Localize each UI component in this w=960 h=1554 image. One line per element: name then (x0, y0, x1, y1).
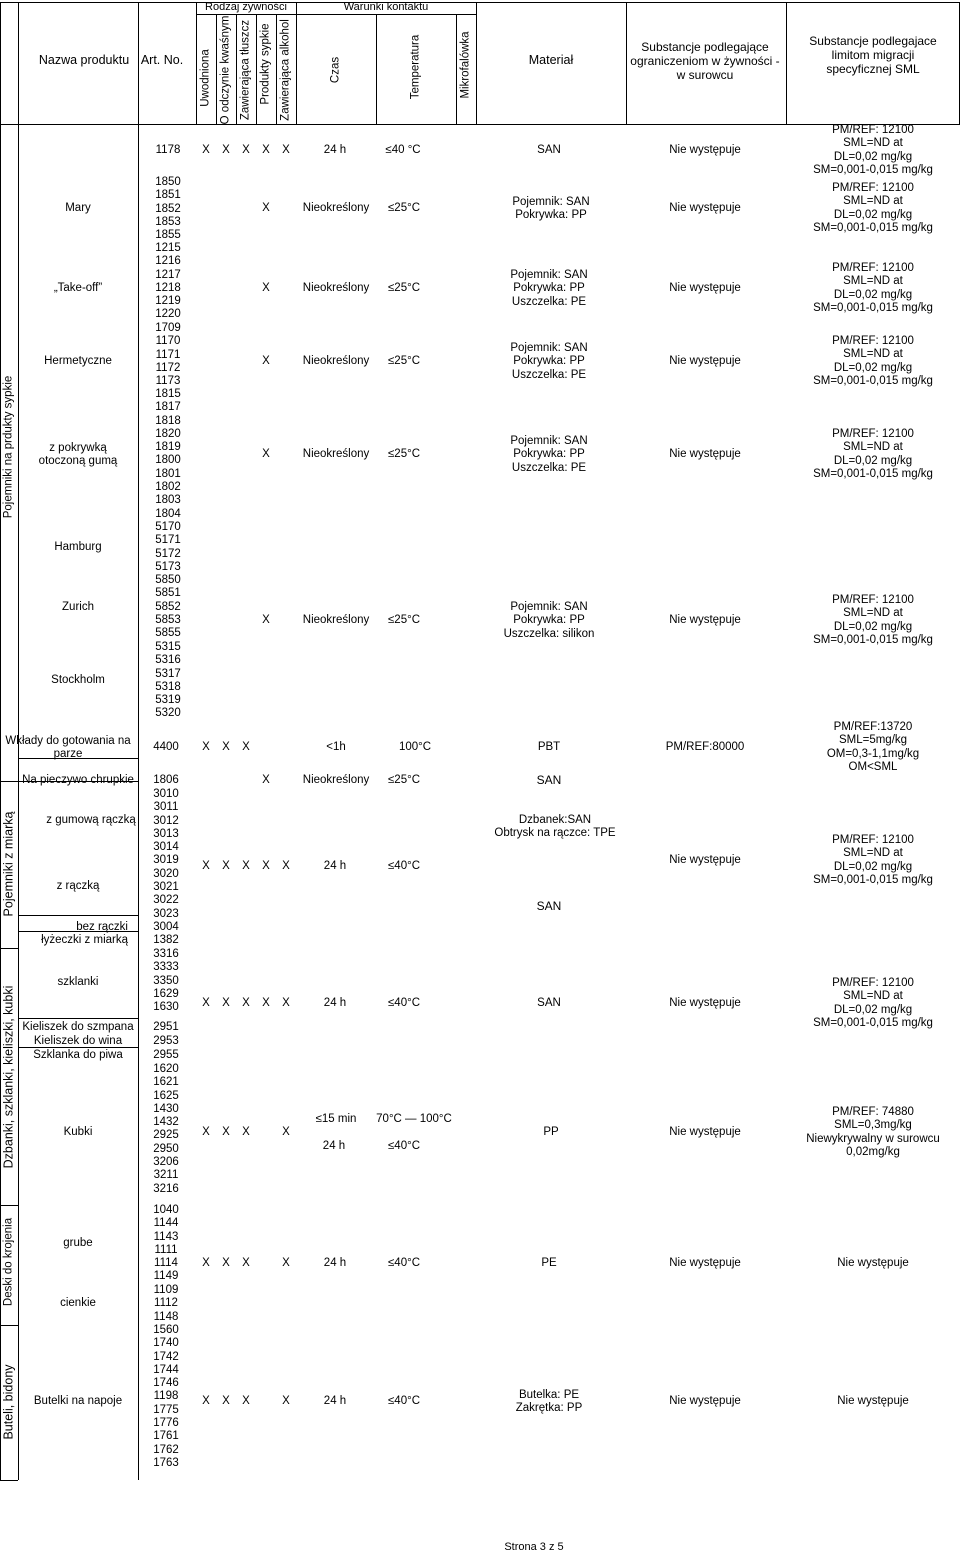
rule (626, 2, 627, 125)
art-numbers: 3010 3011 3012 3013 3014 3019 3020 3021 3022 3023 (153, 788, 179, 920)
sml-value: PM/REF: 12100 SML=ND at DL=0,02 mg/kg SM=0,001-0,015 mg/kg (813, 428, 933, 480)
art-numbers: 1815 1817 1818 1820 1819 1800 1801 1802 1803 1804 (155, 388, 181, 520)
restricted-value: Nie występuje (669, 202, 741, 214)
temp-value: ≤25°C (387, 202, 421, 214)
section-jugs: Dzbanki, szklanki, kieliszki, kubki (1, 985, 16, 1169)
time-value: ≤15 min (315, 1113, 357, 1125)
product-name: z gumową rączką (46, 814, 136, 826)
mark-x: X (262, 355, 270, 367)
sml-value: PM/REF: 12100 SML=ND at DL=0,02 mg/kg SM=0,001-0,015 mg/kg (813, 335, 933, 387)
restricted-value: Nie występuje (669, 854, 741, 866)
mark-x: X (202, 1257, 210, 1269)
art-number: 4400 (153, 741, 179, 753)
product-name: Kieliszek do wina (33, 1035, 123, 1047)
sml-header: Substancje podlegajace limitom migracji specyficznej SML (809, 34, 937, 76)
mark-x: X (282, 1257, 290, 1269)
restricted-header: Substancje podlegające ograniczeniom w żywności - w surowcu (630, 40, 780, 82)
time-value: Nieokreślony (302, 448, 370, 460)
rule (18, 124, 19, 1480)
material-value: SAN (537, 997, 561, 1009)
product-name: Kieliszek do szmpana (22, 1021, 134, 1033)
art-number: 2955 (153, 1049, 179, 1061)
temp-value: ≤40°C (387, 1257, 421, 1269)
mark-x: X (262, 774, 270, 786)
material-value: SAN (536, 899, 562, 913)
mark-x: X (202, 997, 210, 1009)
time-value: 24 h (323, 1257, 347, 1269)
rule (138, 2, 139, 125)
rule (0, 1480, 18, 1481)
temp-value: ≤25°C (387, 355, 421, 367)
art-numbers: 1709 1170 1171 1172 1173 (155, 322, 181, 388)
time-value: Nieokreślony (302, 614, 370, 626)
art-numbers: 1850 1851 1852 1853 1855 (155, 176, 181, 242)
product-name: Mary (65, 202, 91, 214)
product-name: Szklanka do piwa (33, 1049, 123, 1061)
art-numbers: 5315 5316 5317 5318 5319 5320 (155, 641, 181, 720)
temp-value: ≤40 °C (385, 144, 421, 156)
mark-x: X (222, 860, 230, 872)
contact-conditions-header: Warunki kontaktu (343, 1, 429, 13)
restricted-value: Nie występuje (669, 1395, 741, 1407)
product-name-header: Nazwa produktu (38, 53, 130, 67)
restricted-value: Nie występuje (669, 144, 741, 156)
mark-x: X (262, 202, 270, 214)
fatty-header: Zawierająca tłuszcz (239, 19, 252, 121)
material-value: Pojemnik: SAN Pokrywka: PP Uszczelka: PE (510, 435, 588, 474)
mark-x: X (282, 1126, 290, 1138)
section-containers: Pojemniki na prdukty sypkie (2, 375, 15, 519)
restricted-value: PM/REF:80000 (665, 741, 745, 753)
rule (0, 1325, 18, 1326)
product-name: Hermetyczne (44, 355, 112, 367)
mark-x: X (262, 282, 270, 294)
mark-x: X (242, 1126, 250, 1138)
rule (276, 14, 277, 125)
product-name: bez rączki (76, 921, 128, 933)
art-numbers: 3316 3333 3350 1629 1630 (153, 948, 179, 1014)
rule (18, 1018, 138, 1019)
mark-x: X (282, 997, 290, 1009)
time-value: Nieokreślony (302, 774, 370, 786)
mark-x: X (242, 1395, 250, 1407)
material-value: Dzbanek:SAN Obtrysk na rączce: TPE (494, 814, 616, 840)
watery-header: Uwodniona (199, 49, 212, 107)
alcohol-header: Zawierająca alkohol (279, 19, 292, 121)
rule (236, 14, 237, 125)
mark-x: X (262, 448, 270, 460)
art-number: 1382 (153, 934, 179, 946)
product-name: Stockholm (51, 674, 105, 686)
rule (0, 2, 960, 3)
product-name: „Take-off” (53, 282, 103, 294)
art-no-header: Art. No. (140, 53, 184, 67)
dry-header: Produkty sypkie (259, 23, 272, 105)
restricted-value: Nie występuje (669, 614, 741, 626)
sml-value: Nie występuje (837, 1257, 909, 1269)
mark-x: X (202, 144, 210, 156)
sml-value: Nie występuje (837, 1395, 909, 1407)
art-numbers: 5850 5851 5852 5853 5855 (155, 574, 181, 640)
temp-value: 100°C (398, 741, 432, 753)
time-value: Nieokreślony (302, 282, 370, 294)
temp-value: ≤40°C (387, 860, 421, 872)
material-value: Butelka: PE Zakrętka: PP (515, 1389, 583, 1415)
product-name: z pokrywką otoczoną gumą (38, 442, 118, 468)
mark-x: X (262, 614, 270, 626)
time-value: <1h (326, 741, 346, 753)
mark-x: X (222, 741, 230, 753)
product-name: Na pieczywo chrupkie (22, 774, 134, 786)
product-name: Wkłady do gotowania na parze (5, 735, 131, 761)
rule (786, 2, 787, 125)
temp-value: ≤25°C (387, 774, 421, 786)
material-value: Pojemnik: SAN Pokrywka: PP (512, 196, 590, 222)
mark-x: X (202, 860, 210, 872)
restricted-value: Nie występuje (669, 355, 741, 367)
temperature-header: Temperatura (409, 34, 422, 100)
temp-value: ≤40°C (387, 997, 421, 1009)
temp-value: ≤25°C (387, 614, 421, 626)
product-name: Butelki na napoje (33, 1395, 123, 1407)
restricted-value: Nie występuje (669, 448, 741, 460)
time-value: 24 h (323, 1395, 347, 1407)
product-name: grube (63, 1237, 93, 1249)
time-value: 24 h (323, 997, 347, 1009)
restricted-value: Nie występuje (669, 282, 741, 294)
sml-value: PM/REF: 12100 SML=ND at DL=0,02 mg/kg SM=0,001-0,015 mg/kg (813, 262, 933, 314)
time-value: Nieokreślony (302, 355, 370, 367)
mark-x: X (222, 1395, 230, 1407)
mark-x: X (242, 1257, 250, 1269)
sml-value: PM/REF: 12100 SML=ND at DL=0,02 mg/kg SM=0,001-0,015 mg/kg (813, 594, 933, 646)
restricted-value: Nie występuje (669, 997, 741, 1009)
mark-x: X (282, 860, 290, 872)
mark-x: X (222, 1257, 230, 1269)
sml-value: PM/REF: 12100 SML=ND at DL=0,02 mg/kg SM=0,001-0,015 mg/kg (813, 834, 933, 886)
rule (216, 14, 217, 125)
temp-value: ≤40°C (387, 1395, 421, 1407)
temp-value: ≤40°C (387, 1140, 421, 1152)
page-number: Strona 3 z 5 (504, 1541, 564, 1553)
rule (0, 948, 18, 949)
art-number: 2953 (153, 1035, 179, 1047)
material-value: SAN (537, 144, 561, 156)
mark-x: X (242, 144, 250, 156)
art-numbers: 5170 5171 5172 5173 (155, 521, 181, 573)
time-value: 24 h (323, 144, 347, 156)
mark-x: X (282, 1395, 290, 1407)
sml-value: PM/REF:13720 SML=5mg/kg OM=0,3-1,1mg/kg OM<SML (826, 721, 920, 773)
sml-value: PM/REF: 12100 SML=ND at DL=0,02 mg/kg SM=0,001-0,015 mg/kg (813, 182, 933, 234)
art-numbers: 1215 1216 1217 1218 1219 1220 (155, 242, 181, 321)
mark-x: X (262, 860, 270, 872)
product-name: szklanki (57, 976, 99, 988)
sml-value: PM/REF: 12100 SML=ND at DL=0,02 mg/kg SM=0,001-0,015 mg/kg (813, 124, 933, 176)
material-value: SAN (536, 773, 562, 787)
acidic-header: O odczynie kwaśnym (219, 15, 232, 125)
material-value: Pojemnik: SAN Pokrywka: PP Uszczelka: PE (510, 269, 588, 308)
section-boards: Deski do krojenia (2, 1217, 15, 1307)
rule (0, 1205, 18, 1206)
mark-x: X (242, 997, 250, 1009)
time-value: Nieokreślony (302, 202, 370, 214)
rule (376, 14, 377, 125)
mark-x: X (202, 741, 210, 753)
temp-value: ≤25°C (387, 282, 421, 294)
material-header: Materiał (528, 53, 574, 67)
sml-value: PM/REF: 74880 SML=0,3mg/kg Niewykrywalny w surowcu 0,02mg/kg (806, 1106, 940, 1158)
microwave-header: Mikrofalówka (459, 31, 472, 99)
rule (18, 915, 138, 916)
rule (0, 2, 1, 1480)
restricted-value: Nie występuje (669, 1257, 741, 1269)
product-name: Kubki (63, 1126, 93, 1138)
art-numbers: 1560 1740 1742 1744 1746 1198 1775 1776 1761 1762 1763 (153, 1324, 179, 1469)
time-header: Czas (329, 56, 342, 84)
mark-x: X (242, 860, 250, 872)
art-number: 3004 (153, 921, 179, 933)
product-name: z rączką (56, 880, 100, 892)
art-numbers: 1040 1144 1143 1111 1114 1149 (153, 1204, 179, 1283)
temp-value: ≤25°C (387, 448, 421, 460)
food-type-header: Rodzaj żywności (205, 1, 287, 13)
art-number: 1178 (155, 144, 181, 156)
time-value: 24 h (323, 860, 347, 872)
rule (296, 2, 297, 125)
rule (456, 14, 457, 125)
art-number: 2951 (153, 1021, 179, 1033)
material-value: Pojemnik: SAN Pokrywka: PP Uszczelka: PE (510, 342, 588, 381)
product-name: łyżeczki z miarką (41, 934, 128, 946)
time-value: 24 h (322, 1140, 346, 1152)
mark-x: X (222, 144, 230, 156)
material-value: Pojemnik: SAN Pokrywka: PP Uszczelka: silikon (503, 601, 595, 640)
rule (256, 14, 257, 125)
mark-x: X (242, 741, 250, 753)
product-name: cienkie (60, 1297, 96, 1309)
art-number: 1806 (153, 774, 179, 786)
product-name: Zurich (62, 601, 94, 613)
art-numbers: 1109 1112 1148 (153, 1284, 179, 1323)
rule (476, 2, 477, 125)
product-name: Hamburg (54, 541, 102, 553)
mark-x: X (202, 1395, 210, 1407)
material-value: PBT (537, 741, 561, 753)
sml-value: PM/REF: 12100 SML=ND at DL=0,02 mg/kg SM=0,001-0,015 mg/kg (813, 977, 933, 1029)
mark-x: X (262, 997, 270, 1009)
rule (138, 124, 139, 1480)
temp-value: 70°C — 100°C (376, 1113, 452, 1125)
material-value: PE (541, 1257, 557, 1269)
art-numbers: 1620 1621 1625 1430 1432 2925 2950 3206 3211 3216 (153, 1063, 179, 1195)
section-bottles: Buteli, bidony (1, 1364, 16, 1440)
rule (196, 2, 197, 125)
material-value: PP (543, 1126, 559, 1138)
mark-x: X (222, 1126, 230, 1138)
restricted-value: Nie występuje (669, 1126, 741, 1138)
section-measuring: Pojemniki z miarką (1, 811, 16, 917)
mark-x: X (282, 144, 290, 156)
mark-x: X (262, 144, 270, 156)
mark-x: X (202, 1126, 210, 1138)
mark-x: X (222, 997, 230, 1009)
